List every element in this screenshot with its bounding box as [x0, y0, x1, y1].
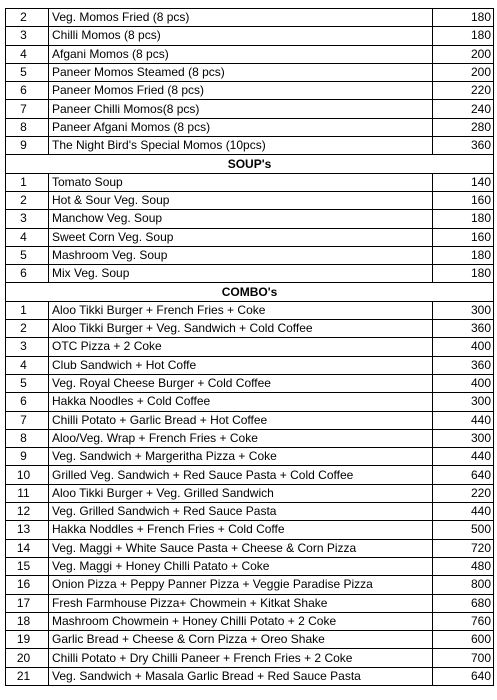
item-price: 360 — [433, 137, 494, 155]
menu-item-row — [6, 320, 494, 338]
item-name: Aloo/Veg. Wrap + French Fries + Coke — [49, 429, 433, 447]
item-number: 5 — [6, 246, 49, 264]
item-name: Aloo Tikki Burger + Veg. Sandwich + Cold Coffee — [49, 320, 433, 338]
item-name: Tomato Soup — [49, 173, 433, 191]
menu-item-row — [6, 667, 494, 685]
item-name: Grilled Veg. Sandwich + Red Sauce Pasta + Cold Coffee — [49, 466, 433, 484]
menu-item-row — [6, 466, 494, 484]
menu-item-row — [6, 411, 494, 429]
item-number: 2 — [6, 191, 49, 209]
item-price: 400 — [433, 374, 494, 392]
item-name: Paneer Momos Steamed (8 pcs) — [49, 63, 433, 81]
item-name: Mix Veg. Soup — [49, 265, 433, 283]
item-name: Veg. Sandwich + Margeritha Pizza + Coke — [49, 448, 433, 466]
item-price: 300 — [433, 393, 494, 411]
item-name: Paneer Momos Fried (8 pcs) — [49, 82, 433, 100]
item-name: Veg. Maggi + Honey Chilli Patato + Coke — [49, 557, 433, 575]
item-name: OTC Pizza + 2 Coke — [49, 338, 433, 356]
item-price: 220 — [433, 484, 494, 502]
item-name: Hakka Noodles + Cold Coffee — [49, 393, 433, 411]
menu-item-row — [6, 521, 494, 539]
menu-item-row — [6, 63, 494, 81]
item-name: Chilli Potato + Dry Chilli Paneer + French Fries + 2 Coke — [49, 649, 433, 667]
item-price: 640 — [433, 466, 494, 484]
item-number: 6 — [6, 393, 49, 411]
item-price: 440 — [433, 448, 494, 466]
item-price: 700 — [433, 649, 494, 667]
item-price: 760 — [433, 612, 494, 630]
menu-item-row — [6, 594, 494, 612]
item-price: 200 — [433, 63, 494, 81]
item-number: 5 — [6, 63, 49, 81]
item-price: 300 — [433, 429, 494, 447]
section-title: COMBO's — [6, 283, 494, 301]
item-name: Hot & Sour Veg. Soup — [49, 191, 433, 209]
item-number: 12 — [6, 503, 49, 521]
item-number: 3 — [6, 338, 49, 356]
item-number: 7 — [6, 100, 49, 118]
item-number: 3 — [6, 27, 49, 45]
item-number: 17 — [6, 594, 49, 612]
item-name: Afgani Momos (8 pcs) — [49, 45, 433, 63]
item-price: 180 — [433, 9, 494, 27]
item-price: 200 — [433, 45, 494, 63]
item-number: 1 — [6, 301, 49, 319]
item-name: Aloo Tikki Burger + Veg. Grilled Sandwich — [49, 484, 433, 502]
menu-item-row — [6, 191, 494, 209]
menu-item-row — [6, 265, 494, 283]
item-price: 180 — [433, 210, 494, 228]
item-number: 4 — [6, 356, 49, 374]
menu-item-row — [6, 429, 494, 447]
section-header-row — [6, 283, 494, 301]
item-name: Aloo Tikki Burger + French Fries + Coke — [49, 301, 433, 319]
menu-item-row — [6, 228, 494, 246]
item-name: Mashroom Veg. Soup — [49, 246, 433, 264]
item-name: Veg. Royal Cheese Burger + Cold Coffee — [49, 374, 433, 392]
menu-item-row — [6, 612, 494, 630]
item-number: 6 — [6, 82, 49, 100]
item-number: 3 — [6, 210, 49, 228]
item-number: 16 — [6, 576, 49, 594]
item-name: Onion Pizza + Peppy Panner Pizza + Veggie Paradise Pizza — [49, 576, 433, 594]
item-number: 11 — [6, 484, 49, 502]
menu-item-row — [6, 557, 494, 575]
item-price: 160 — [433, 191, 494, 209]
menu-item-row — [6, 356, 494, 374]
item-name: Veg. Sandwich + Masala Garlic Bread + Red Sauce Pasta — [49, 667, 433, 685]
section-title: SOUP's — [6, 155, 494, 173]
menu-body — [6, 9, 494, 686]
menu-item-row — [6, 27, 494, 45]
item-price: 180 — [433, 265, 494, 283]
item-number: 19 — [6, 631, 49, 649]
item-price: 720 — [433, 539, 494, 557]
item-name: Fresh Farmhouse Pizza+ Chowmein + Kitkat Shake — [49, 594, 433, 612]
item-number: 6 — [6, 265, 49, 283]
item-name: Veg. Maggi + White Sauce Pasta + Cheese & Corn Pizza — [49, 539, 433, 557]
menu-table — [5, 8, 494, 686]
item-number: 9 — [6, 137, 49, 155]
item-price: 280 — [433, 118, 494, 136]
menu-item-row — [6, 539, 494, 557]
item-number: 13 — [6, 521, 49, 539]
item-price: 800 — [433, 576, 494, 594]
item-price: 400 — [433, 338, 494, 356]
item-name: Veg. Grilled Sandwich + Red Sauce Pasta — [49, 503, 433, 521]
menu-item-row — [6, 82, 494, 100]
section-header-row — [6, 155, 494, 173]
item-price: 240 — [433, 100, 494, 118]
menu-item-row — [6, 374, 494, 392]
item-name: Chilli Momos (8 pcs) — [49, 27, 433, 45]
item-price: 600 — [433, 631, 494, 649]
item-number: 15 — [6, 557, 49, 575]
item-name: Manchow Veg. Soup — [49, 210, 433, 228]
menu-item-row — [6, 246, 494, 264]
menu-item-row — [6, 137, 494, 155]
item-name: Garlic Bread + Cheese & Corn Pizza + Oreo Shake — [49, 631, 433, 649]
item-price: 640 — [433, 667, 494, 685]
item-name: Chilli Potato + Garlic Bread + Hot Coffee — [49, 411, 433, 429]
menu-item-row — [6, 649, 494, 667]
item-number: 4 — [6, 228, 49, 246]
item-number: 5 — [6, 374, 49, 392]
item-number: 10 — [6, 466, 49, 484]
item-number: 20 — [6, 649, 49, 667]
item-price: 480 — [433, 557, 494, 575]
item-price: 160 — [433, 228, 494, 246]
menu-item-row — [6, 448, 494, 466]
menu-item-row — [6, 173, 494, 191]
item-number: 8 — [6, 118, 49, 136]
item-name: Veg. Momos Fried (8 pcs) — [49, 9, 433, 27]
item-number: 18 — [6, 612, 49, 630]
menu-item-row — [6, 503, 494, 521]
menu-item-row — [6, 9, 494, 27]
item-price: 440 — [433, 411, 494, 429]
item-price: 300 — [433, 301, 494, 319]
menu-item-row — [6, 301, 494, 319]
menu-item-row — [6, 100, 494, 118]
menu-item-row — [6, 210, 494, 228]
item-number: 7 — [6, 411, 49, 429]
item-number: 9 — [6, 448, 49, 466]
item-number: 8 — [6, 429, 49, 447]
item-number: 2 — [6, 9, 49, 27]
item-name: Mashroom Chowmein + Honey Chilli Potato + 2 Coke — [49, 612, 433, 630]
item-price: 680 — [433, 594, 494, 612]
menu-item-row — [6, 576, 494, 594]
item-name: The Night Bird's Special Momos (10pcs) — [49, 137, 433, 155]
item-name: Club Sandwich + Hot Coffe — [49, 356, 433, 374]
item-name: Paneer Chilli Momos(8 pcs) — [49, 100, 433, 118]
menu-item-row — [6, 484, 494, 502]
menu-item-row — [6, 45, 494, 63]
item-price: 180 — [433, 246, 494, 264]
item-number: 1 — [6, 173, 49, 191]
item-number: 21 — [6, 667, 49, 685]
item-name: Sweet Corn Veg. Soup — [49, 228, 433, 246]
item-price: 360 — [433, 320, 494, 338]
item-price: 140 — [433, 173, 494, 191]
menu-item-row — [6, 118, 494, 136]
menu-item-row — [6, 631, 494, 649]
menu-item-row — [6, 338, 494, 356]
menu-item-row — [6, 393, 494, 411]
item-number: 4 — [6, 45, 49, 63]
item-price: 180 — [433, 27, 494, 45]
item-name: Hakka Noddles + French Fries + Cold Coffe — [49, 521, 433, 539]
item-price: 360 — [433, 356, 494, 374]
item-price: 440 — [433, 503, 494, 521]
item-number: 2 — [6, 320, 49, 338]
item-name: Paneer Afgani Momos (8 pcs) — [49, 118, 433, 136]
item-number: 14 — [6, 539, 49, 557]
item-price: 500 — [433, 521, 494, 539]
item-price: 220 — [433, 82, 494, 100]
